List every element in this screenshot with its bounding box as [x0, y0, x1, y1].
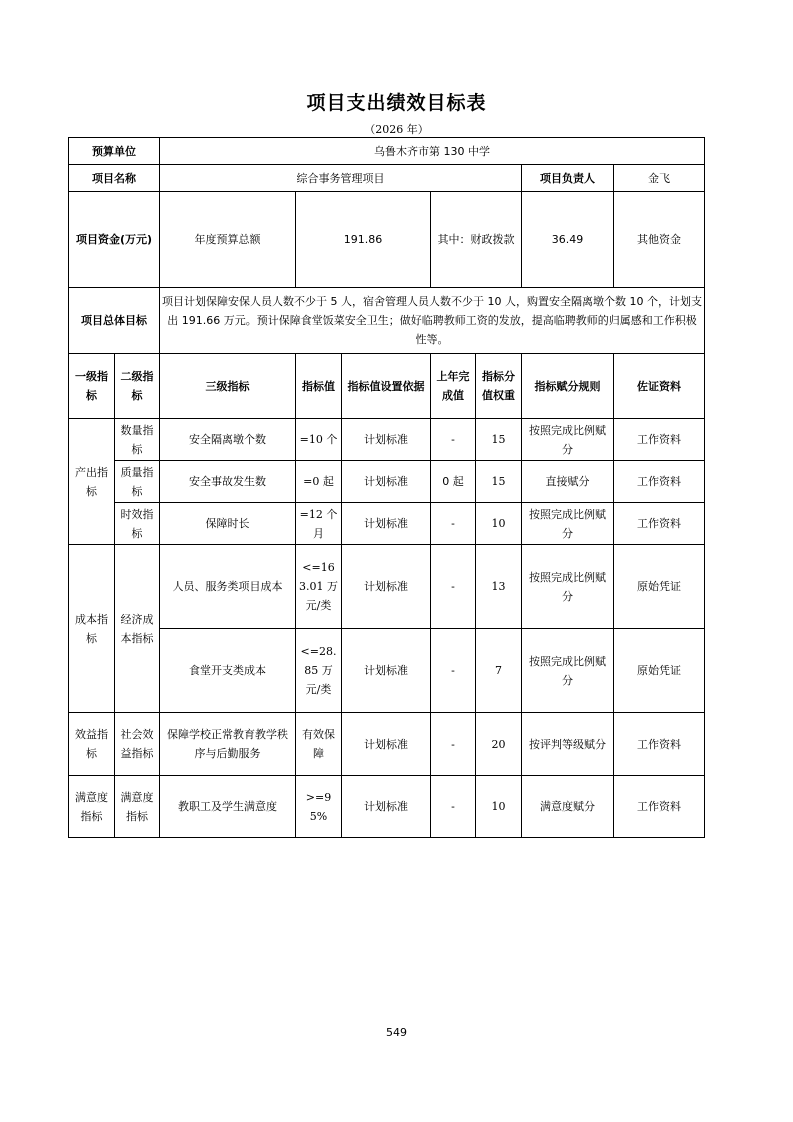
project-leader-value: 金飞 [614, 165, 705, 192]
level2-cell: 时效指标 [115, 503, 160, 545]
table-row [69, 503, 705, 545]
weight-cell: 10 [476, 503, 522, 545]
value-cell: >=95% [296, 776, 342, 838]
project-leader-label: 项目负责人 [522, 165, 614, 192]
level2-cell: 数量指标 [115, 419, 160, 461]
table-row [69, 713, 705, 776]
annual-budget-label: 年度预算总额 [160, 192, 296, 288]
table-row [69, 461, 705, 503]
last-year-cell: 0 起 [431, 461, 476, 503]
basis-cell: 计划标准 [342, 545, 431, 629]
performance-goal-table [68, 137, 705, 838]
header-last-year: 上年完成值 [431, 354, 476, 419]
scoring-rule-cell: 满意度赋分 [522, 776, 614, 838]
scoring-rule-cell: 按照完成比例赋分 [522, 629, 614, 713]
basis-cell: 计划标准 [342, 713, 431, 776]
value-cell: =12 个月 [296, 503, 342, 545]
table-row [69, 629, 705, 713]
weight-cell: 20 [476, 713, 522, 776]
project-name-label: 项目名称 [69, 165, 160, 192]
document-title: 项目支出绩效目标表 [306, 92, 487, 114]
basis-cell: 计划标准 [342, 503, 431, 545]
basis-cell: 计划标准 [342, 776, 431, 838]
header-value: 指标值 [296, 354, 342, 419]
last-year-cell: - [431, 419, 476, 461]
header-basis: 指标值设置依据 [342, 354, 431, 419]
level3-cell: 保障学校正常教育教学秩序与后勤服务 [160, 713, 296, 776]
other-funds-label: 其他资金 [614, 192, 705, 288]
level2-cell: 满意度指标 [115, 776, 160, 838]
page-number: 549 [386, 1026, 407, 1039]
project-funds-label: 项目资金(万元) [69, 192, 160, 288]
scoring-rule-cell: 按照完成比例赋分 [522, 419, 614, 461]
evidence-cell: 工作资料 [614, 419, 705, 461]
project-name-value: 综合事务管理项目 [160, 165, 522, 192]
evidence-cell: 工作资料 [614, 461, 705, 503]
header-level1: 一级指标 [69, 354, 115, 419]
last-year-cell: - [431, 776, 476, 838]
level3-cell: 人员、服务类项目成本 [160, 545, 296, 629]
header-evidence: 佐证资料 [614, 354, 705, 419]
scoring-rule-cell: 按照完成比例赋分 [522, 545, 614, 629]
table-row [69, 545, 705, 629]
value-cell: =0 起 [296, 461, 342, 503]
group-satisfaction: 满意度指标 [69, 776, 115, 838]
group-cost: 成本指标 [69, 545, 115, 713]
group-output: 产出指标 [69, 419, 115, 545]
value-cell: =10 个 [296, 419, 342, 461]
level3-cell: 安全隔离墩个数 [160, 419, 296, 461]
overall-goal-text: 项目计划保障安保人员人数不少于 5 人，宿舍管理人员人数不少于 10 人，购置安全隔离墩个数 10 个，计划支出 191.66 万元。预计保障食堂饭菜安全卫生；做好临聘教师工资的发放，提高临聘教师的归属感和工作积极性等。 [160, 288, 705, 354]
header-scoring-rule: 指标赋分规则 [522, 354, 614, 419]
basis-cell: 计划标准 [342, 419, 431, 461]
group-benefit: 效益指标 [69, 713, 115, 776]
value-cell: <=28.85 万元/类 [296, 629, 342, 713]
basis-cell: 计划标准 [342, 629, 431, 713]
scoring-rule-cell: 按照完成比例赋分 [522, 503, 614, 545]
budget-unit-value: 乌鲁木齐市第 130 中学 [160, 138, 705, 165]
evidence-cell: 工作资料 [614, 503, 705, 545]
last-year-cell: - [431, 713, 476, 776]
level3-cell: 食堂开支类成本 [160, 629, 296, 713]
table-row [69, 776, 705, 838]
evidence-cell: 工作资料 [614, 713, 705, 776]
header-level3: 三级指标 [160, 354, 296, 419]
value-cell: 有效保障 [296, 713, 342, 776]
weight-cell: 15 [476, 419, 522, 461]
level3-cell: 安全事故发生数 [160, 461, 296, 503]
header-level2: 二级指标 [115, 354, 160, 419]
weight-cell: 13 [476, 545, 522, 629]
weight-cell: 7 [476, 629, 522, 713]
last-year-cell: - [431, 545, 476, 629]
level3-cell: 教职工及学生满意度 [160, 776, 296, 838]
evidence-cell: 原始凭证 [614, 545, 705, 629]
scoring-rule-cell: 按评判等级赋分 [522, 713, 614, 776]
basis-cell: 计划标准 [342, 461, 431, 503]
level2-cell: 经济成本指标 [115, 545, 160, 713]
level3-cell: 保障时长 [160, 503, 296, 545]
budget-unit-label: 预算单位 [69, 138, 160, 165]
annual-budget-value: 191.86 [296, 192, 431, 288]
document-year: （2026 年） [364, 123, 429, 136]
last-year-cell: - [431, 503, 476, 545]
evidence-cell: 工作资料 [614, 776, 705, 838]
fiscal-allocation-label: 其中：财政拨款 [431, 192, 522, 288]
scoring-rule-cell: 直接赋分 [522, 461, 614, 503]
level2-cell: 质量指标 [115, 461, 160, 503]
header-weight: 指标分值权重 [476, 354, 522, 419]
evidence-cell: 原始凭证 [614, 629, 705, 713]
last-year-cell: - [431, 629, 476, 713]
weight-cell: 15 [476, 461, 522, 503]
table-row [69, 419, 705, 461]
fiscal-allocation-value: 36.49 [522, 192, 614, 288]
weight-cell: 10 [476, 776, 522, 838]
overall-goal-label: 项目总体目标 [69, 288, 160, 354]
level2-cell: 社会效益指标 [115, 713, 160, 776]
value-cell: <=163.01 万元/类 [296, 545, 342, 629]
